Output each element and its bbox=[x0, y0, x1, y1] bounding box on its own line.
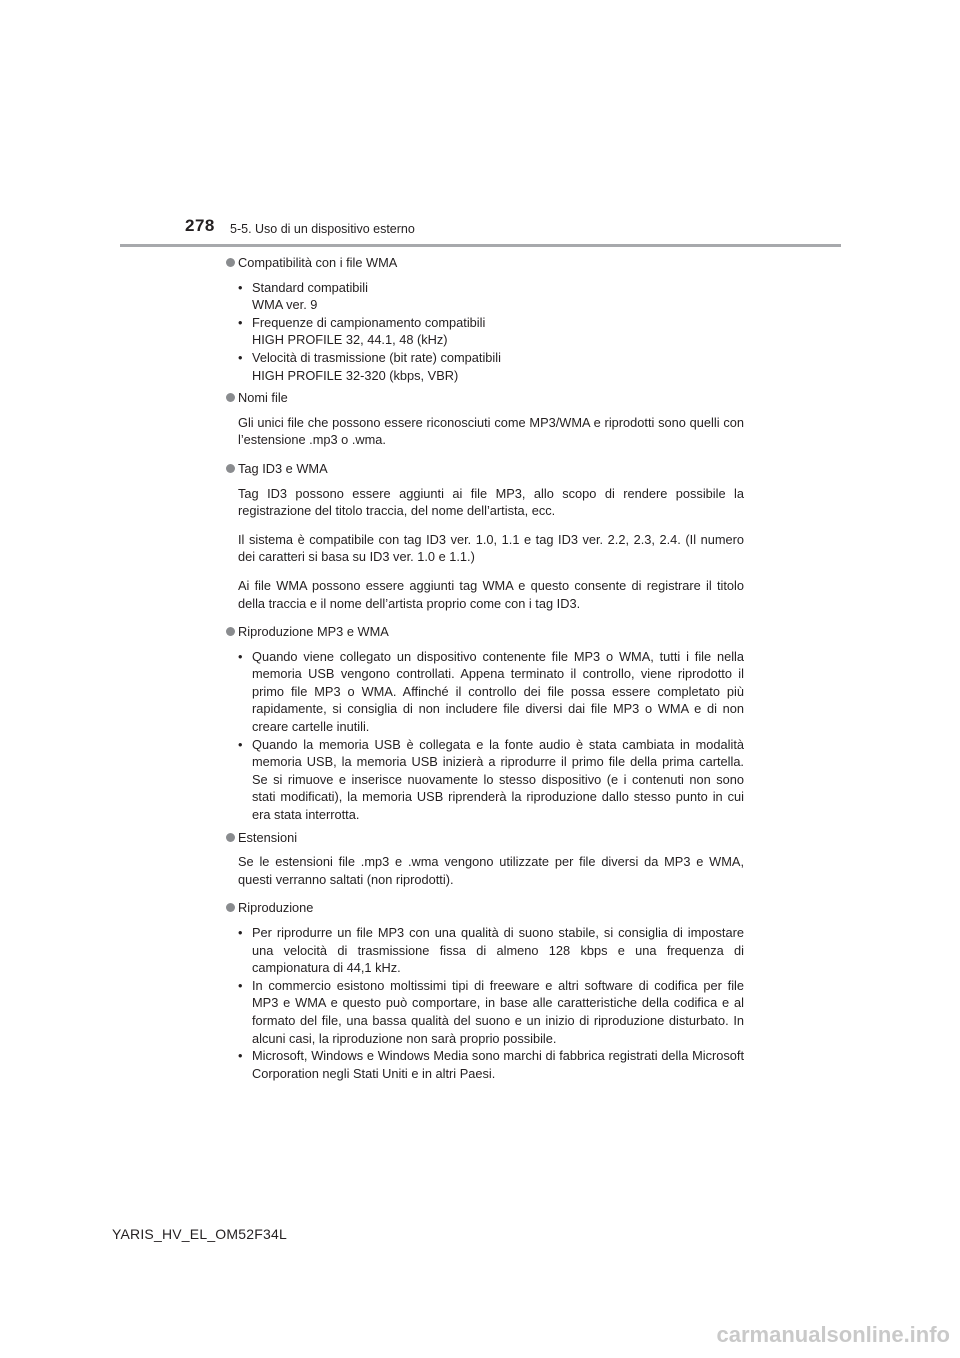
bullet-list bbox=[238, 648, 744, 824]
list-item-subtext: WMA ver. 9 bbox=[252, 297, 318, 313]
list-item bbox=[238, 924, 744, 977]
list-item-text: Frequenze di campionamento compatibili bbox=[252, 314, 486, 330]
bullet-dot-icon bbox=[226, 833, 235, 842]
list-item-text: In commercio esistono moltissimi tipi di freeware e altri software di codifica per file MP3 e WMA e questo può comportare, in base alle caratteristiche della codifica e al formato del file, una bassa qualità del suono e un inizio di riproduzione disturbato. In alcuni casi, la riproduzione non sarà proprio possibile. bbox=[252, 977, 744, 1046]
content bbox=[226, 254, 744, 1087]
list-item bbox=[238, 1047, 744, 1082]
paragraph: Tag ID3 possono essere aggiunti ai file MP3, allo scopo di rendere possibile la registrazione del titolo traccia, del nome dell’artista, ecc. bbox=[238, 485, 744, 519]
bullet-icon: • bbox=[238, 925, 243, 940]
bullet-dot-icon bbox=[226, 258, 235, 267]
bullet-icon: • bbox=[238, 349, 243, 365]
bullet-icon: • bbox=[238, 314, 243, 330]
topic-heading bbox=[226, 899, 744, 917]
topic-heading bbox=[226, 389, 744, 407]
paragraph: Gli unici file che possono essere riconosciuti come MP3/WMA e riprodotti sono quelli con l’estensione .mp3 o .wma. bbox=[238, 414, 744, 448]
list-item-text: Standard compatibili bbox=[252, 279, 368, 295]
topic-title: Tag ID3 e WMA bbox=[238, 460, 328, 476]
bullet-dot-icon bbox=[226, 903, 235, 912]
list-item bbox=[238, 648, 744, 736]
list-item bbox=[238, 736, 744, 824]
bullet-list bbox=[238, 924, 744, 1082]
list-item-text: Per riprodurre un file MP3 con una qualità di suono stabile, si consiglia di impostare una velocità di trasmissione fissa di almeno 128 kbps e una frequenza di campionatura di 44,1 kHz. bbox=[252, 925, 744, 976]
topic-title: Riproduzione bbox=[238, 900, 314, 916]
list-item-subtext: HIGH PROFILE 32, 44.1, 48 (kHz) bbox=[252, 332, 448, 348]
list-item-text: Microsoft, Windows e Windows Media sono marchi di fabbrica registrati della Microsoft Corporation negli Stati Uniti e in altri Paesi. bbox=[252, 1048, 744, 1081]
list-item-subtext: HIGH PROFILE 32-320 (kbps, VBR) bbox=[252, 367, 459, 383]
topic-heading bbox=[226, 254, 744, 272]
watermark: carmanualsonline.info bbox=[716, 1322, 950, 1347]
topic-title: Compatibilità con i file WMA bbox=[238, 255, 398, 270]
list-item-text: Velocità di trasmissione (bit rate) compatibili bbox=[252, 349, 501, 365]
paragraph: Il sistema è compatibile con tag ID3 ver. 1.0, 1.1 e tag ID3 ver. 2.2, 2.3, 2.4. (Il numero dei caratteri si basa su ID3 ver. 1.0 e 1.1.) bbox=[238, 531, 744, 565]
bullet-list bbox=[238, 279, 744, 385]
topic-heading bbox=[226, 829, 744, 847]
topic-title: Nomi file bbox=[238, 390, 288, 406]
bullet-icon: • bbox=[238, 279, 243, 295]
list-item bbox=[238, 279, 744, 314]
paragraph: Ai file WMA possono essere aggiunti tag WMA e questo consente di registrare il titolo della traccia e il nome dell’artista proprio come con i tag ID3. bbox=[238, 577, 744, 611]
section-title: 5-5. Uso di un dispositivo esterno bbox=[230, 222, 415, 236]
topic-heading bbox=[226, 623, 744, 641]
topic-title: Riproduzione MP3 e WMA bbox=[238, 624, 389, 640]
bullet-dot-icon bbox=[226, 627, 235, 636]
bullet-icon: • bbox=[238, 736, 243, 752]
bullet-icon: • bbox=[238, 977, 243, 993]
bullet-icon: • bbox=[238, 1048, 243, 1064]
topic-heading bbox=[226, 460, 744, 478]
bullet-dot-icon bbox=[226, 464, 235, 473]
list-item-text: Quando la memoria USB è collegata e la fonte audio è stata cambiata in modalità memoria USB, la memoria USB inizierà a riprodurre il primo file della prima cartella. Se si rimuove e inserisce nuovamente lo stesso dispositivo (e i contenuti non sono stati modificati), la memoria USB riprenderà la riproduzione dallo stesso punto in cui era stata interrotta. bbox=[252, 736, 744, 823]
paragraph: Se le estensioni file .mp3 e .wma vengono utilizzate per file diversi da MP3 e WMA, questi verranno saltati (non riprodotti). bbox=[238, 854, 744, 887]
page-number: 278 bbox=[185, 216, 215, 235]
list-item-text: Quando viene collegato un dispositivo contenente file MP3 o WMA, tutti i file nella memoria USB vengono controllati. Appena terminato il controllo, viene riprodotto il primo file MP3 o WMA. Affinché il controllo dei file possa essere completato più rapidamente, si consiglia di non includere file diversi dai file MP3 o WMA e di non creare cartelle inutili. bbox=[252, 648, 744, 735]
topic-title: Estensioni bbox=[238, 829, 298, 845]
header-rule bbox=[120, 244, 841, 247]
document-code: YARIS_HV_EL_OM52F34L bbox=[112, 1226, 287, 1242]
list-item bbox=[238, 977, 744, 1047]
list-item bbox=[238, 314, 744, 349]
bullet-icon: • bbox=[238, 648, 243, 664]
list-item bbox=[238, 349, 744, 384]
bullet-dot-icon bbox=[226, 393, 235, 402]
